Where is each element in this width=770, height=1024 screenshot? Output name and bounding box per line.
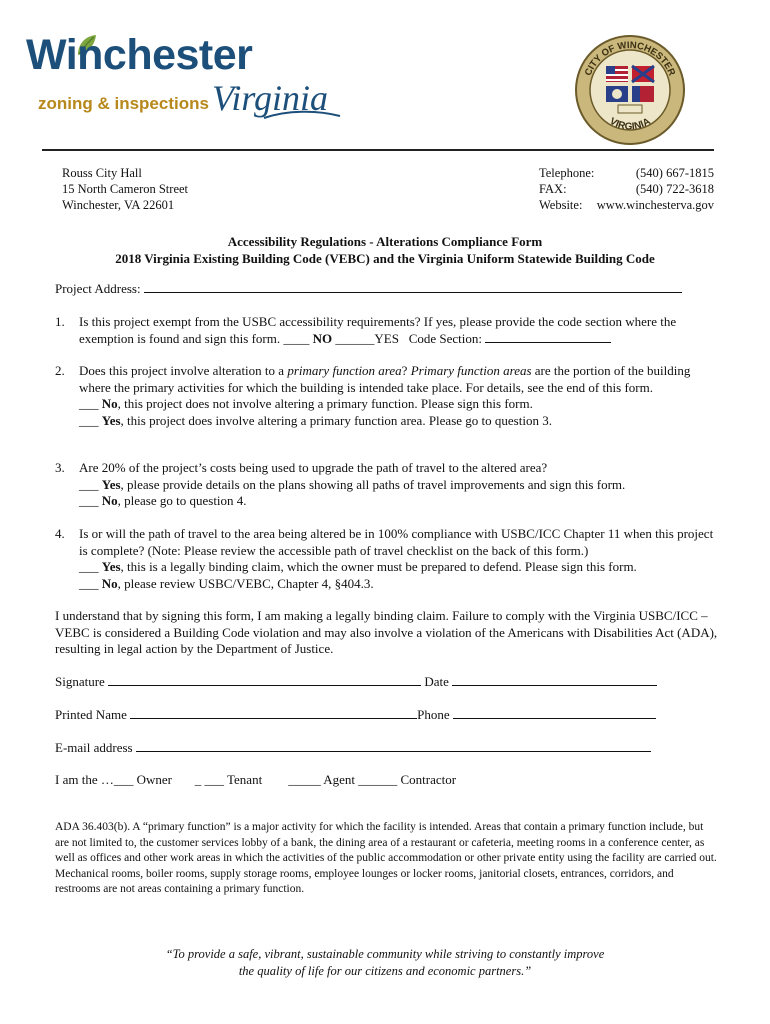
option-word: Yes <box>101 559 121 574</box>
signature-field[interactable] <box>108 674 421 686</box>
option-word: No <box>101 493 118 508</box>
option-no[interactable] <box>79 493 720 510</box>
option-yes[interactable] <box>79 477 720 494</box>
contact-info <box>539 165 714 213</box>
signature-label: Signature <box>55 674 105 689</box>
question-text: are the portion of the building where the primary activities for which the building is intended take place. For details, see the end of this form. <box>79 363 691 395</box>
option-text: , please review USBC/VEBC, Chapter 4, §404.3. <box>117 575 374 591</box>
role-row <box>55 772 720 788</box>
website-label: Website: <box>539 198 583 212</box>
header-divider <box>42 149 714 151</box>
yes-option: YES <box>374 330 399 346</box>
question-text: Is or will the path of travel to the area being altered be in 100% compliance with USBC/ICC Chapter 11 when this project is complete? (Note: Please review the accessible path of travel checklist on the back of this form.) <box>79 526 714 558</box>
ada-definition-note: ADA 36.403(b). A “primary function” is a major activity for which the facility is intended. Areas that contain a primary function include, but are not limited to, the customer services lobby of a bank, the dining area of a restaurant or cafeteria, meeting rooms in a conference center, as well as offices and other work areas in which the activities of the public accommodation or other private entity using the facility are carried out. Mechanical rooms, boiler rooms, supply storage rooms, employee lounges or locker rooms, janitorial closets, entrances, corridors, and restrooms are not areas containing a primary function. <box>55 821 717 895</box>
option-text: , please provide details on the plans showing all paths of travel improvements and sign this form. <box>120 476 626 492</box>
option-text: , this is a legally binding claim, which the owner must be prepared to defend. Please sign this form. <box>120 559 637 574</box>
option-yes[interactable] <box>79 559 720 576</box>
question-number: 1. <box>55 314 65 329</box>
form-title-line1: Accessibility Regulations - Alterations Compliance Form <box>227 234 543 249</box>
contractor-blank[interactable]: ______ <box>358 772 398 787</box>
option-blank[interactable]: ___ <box>79 412 102 428</box>
option-blank[interactable]: ___ <box>79 493 102 508</box>
option-no[interactable] <box>79 576 720 593</box>
project-address-row <box>55 281 720 298</box>
email-row <box>55 740 720 756</box>
fax-label: FAX: <box>539 182 567 196</box>
question-4 <box>55 526 720 592</box>
date-label: Date <box>421 674 449 689</box>
question-text: Does this project involve alteration to a <box>79 363 288 378</box>
code-section-field[interactable] <box>485 331 611 343</box>
option-blank[interactable]: ___ <box>79 396 102 411</box>
term-primary-function-areas: Primary function areas <box>410 363 532 378</box>
option-word: Yes <box>101 476 121 492</box>
option-word: No <box>101 396 118 411</box>
email-field[interactable] <box>136 740 651 752</box>
agent-blank[interactable]: _____ <box>288 772 321 787</box>
telephone-value: (540) 667-1815 <box>635 166 714 180</box>
contractor-label: Contractor <box>397 772 457 787</box>
term-primary-function-area: primary function area <box>287 363 402 378</box>
option-text: , this project does not involve altering a primary function. Please sign this form. <box>117 396 533 411</box>
tenant-blank[interactable]: _ ___ <box>194 772 224 787</box>
option-yes[interactable] <box>79 413 720 430</box>
telephone-label: Telephone: <box>539 166 595 180</box>
phone-label: Phone <box>417 707 450 722</box>
seal-bottom-text: VIRGINIA <box>607 116 653 133</box>
question-number: 2. <box>55 363 65 378</box>
option-text: , please go to question 4. <box>117 493 247 508</box>
question-2 <box>55 363 720 429</box>
logo-wordmark: Winchester <box>26 31 253 79</box>
owner-label: Owner <box>133 772 172 787</box>
form-title <box>40 233 730 267</box>
swoosh-icon <box>262 108 342 122</box>
project-address-field[interactable] <box>144 281 682 293</box>
phone-field[interactable] <box>453 707 656 719</box>
printed-name-field[interactable] <box>130 707 417 719</box>
project-address-label: Project Address: <box>55 281 141 296</box>
logo-subtitle: zoning & inspections <box>38 94 209 113</box>
role-lead: I am the … <box>55 772 114 787</box>
footer-motto <box>100 946 670 980</box>
city-address <box>62 165 188 213</box>
question-number: 3. <box>55 460 65 475</box>
printed-name-row <box>55 707 720 723</box>
logo-state: Virginia <box>212 78 328 118</box>
footer-line2: the quality of life for our citizens and economic partners.” <box>238 964 532 978</box>
option-blank[interactable]: ___ <box>79 559 102 574</box>
seal-top-text: CITY OF WINCHESTER <box>582 39 678 78</box>
address-line: Winchester, VA 22601 <box>62 198 175 212</box>
option-text: , this project does involve altering a primary function area. Please go to question 3. <box>120 412 552 428</box>
website-value: www.winchesterva.gov <box>596 198 714 212</box>
option-word: No <box>101 575 118 591</box>
question-text: Is this project exempt from the USBC accessibility requirements? If yes, please provide the code section where the exemption is found and sign this form. <box>79 314 677 346</box>
no-blank[interactable]: ____ <box>283 330 313 346</box>
signature-row <box>55 674 720 690</box>
no-option: NO <box>312 330 333 346</box>
address-line: Rouss City Hall <box>62 166 142 180</box>
address-line: 15 North Cameron Street <box>62 182 189 196</box>
footer-line1: “To provide a safe, vibrant, sustainable community while striving to constantly improve <box>165 947 605 961</box>
legal-statement: I understand that by signing this form, I am making a legally binding claim. Failure to comply with the Virginia USBC/ICC – VEBC is considered a Building Code violation and may also involve a violation of the Americans with Disabilities Act (ADA), resulting in legal action by the Department of Justice. <box>55 608 718 656</box>
option-word: Yes <box>101 412 121 428</box>
question-3 <box>55 460 720 510</box>
option-blank[interactable]: ___ <box>79 575 102 591</box>
code-section-label: Code Section: <box>408 330 486 346</box>
question-1 <box>55 314 720 347</box>
date-field[interactable] <box>452 674 657 686</box>
option-no[interactable] <box>79 396 720 413</box>
fax-value: (540) 722-3618 <box>635 182 714 196</box>
agent-label: Agent <box>320 772 355 787</box>
question-text: ? <box>401 363 411 378</box>
tenant-label: Tenant <box>223 772 263 787</box>
question-number: 4. <box>55 526 65 541</box>
form-title-line2: 2018 Virginia Existing Building Code (VEBC) and the Virginia Uniform Statewide Building Code <box>115 251 655 266</box>
city-seal-icon <box>574 34 686 146</box>
question-text: Are 20% of the project’s costs being used to upgrade the path of travel to the altered area? <box>79 460 548 475</box>
email-label: E-mail address <box>55 740 133 755</box>
option-blank[interactable]: ___ <box>79 476 102 492</box>
printed-name-label: Printed Name <box>55 707 127 722</box>
yes-blank[interactable]: ______ <box>332 330 375 346</box>
owner-blank[interactable]: ___ <box>113 772 134 787</box>
